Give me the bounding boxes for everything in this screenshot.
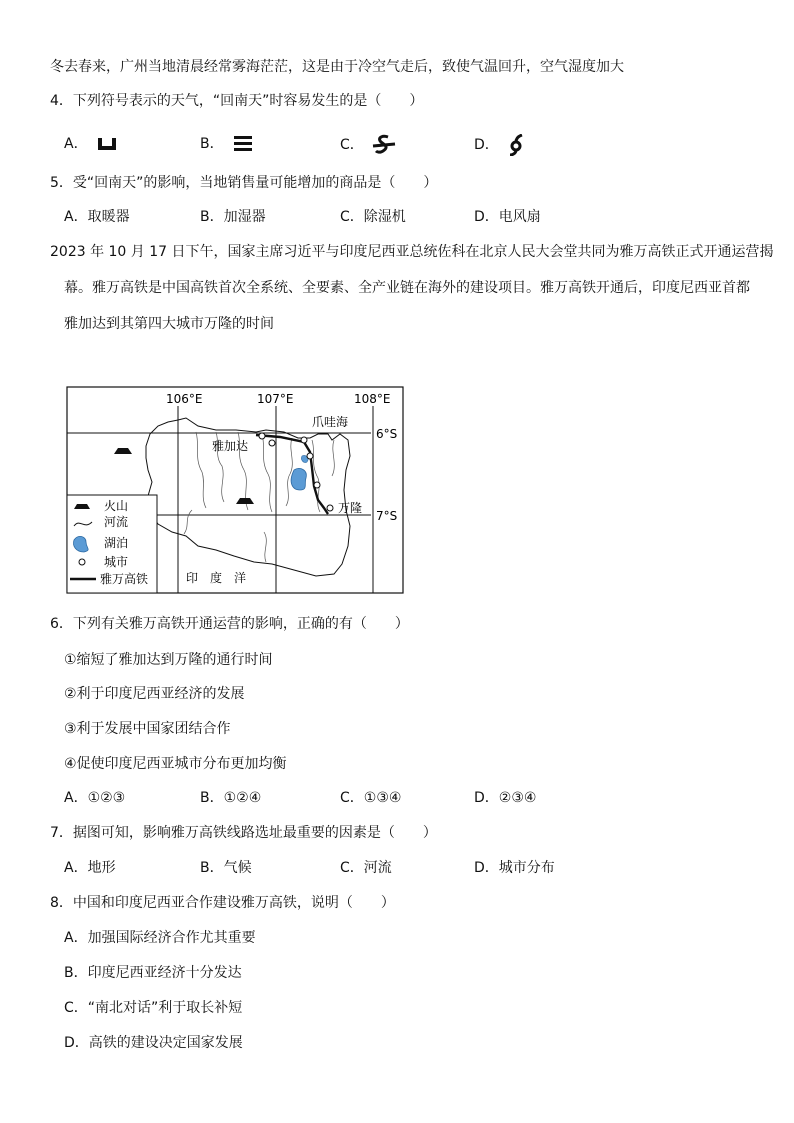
- q5-option-b[interactable]: B．加湿器: [200, 209, 266, 225]
- map-legend: [67, 495, 157, 593]
- city-jakarta-marker: [269, 440, 275, 446]
- passage-line-2: 幕。雅万高铁是中国高铁首次全系统、全要素、全产业链在海外的建设项目。雅万高铁开通后，印度尼西亚首都: [64, 280, 750, 296]
- haze-symbol-icon: [232, 134, 254, 154]
- city-marker: [301, 437, 307, 443]
- q7-option-c[interactable]: C．河流: [340, 860, 392, 876]
- city-marker: [259, 433, 265, 439]
- q7-option-d[interactable]: D．城市分布: [474, 860, 555, 876]
- q6-statement-4: ④促使印度尼西亚城市分布更加均衡: [64, 756, 287, 772]
- lon-label-107: 107°E: [257, 392, 294, 406]
- option-letter: B．: [200, 136, 224, 152]
- lat-label-7s: 7°S: [376, 509, 398, 523]
- passage-line-1: 2023 年 10 月 17 日下午，国家主席习近平与印度尼西亚总统佐科在北京人民大会堂共同为雅万高铁正式开通运营揭: [50, 244, 774, 260]
- q6-option-d[interactable]: D．②③④: [474, 790, 537, 806]
- lon-label-106: 106°E: [166, 392, 203, 406]
- typhoon-symbol-icon: [507, 134, 525, 156]
- q6-option-c[interactable]: C．①③④: [340, 790, 402, 806]
- label-java-sea: 爪哇海: [312, 415, 349, 429]
- city-marker: [314, 482, 320, 488]
- q5-option-c[interactable]: C．除湿机: [340, 209, 406, 225]
- intro-text: 冬去春来，广州当地清晨经常雾海茫茫，这是由于冷空气走后，致使气温回升，空气湿度加大: [50, 59, 624, 75]
- q6-statement-1: ①缩短了雅加达到万隆的通行时间: [64, 652, 273, 668]
- legend-railway-label: 雅万高铁: [100, 572, 149, 586]
- question-7-stem: 7．据图可知，影响雅万高铁线路选址最重要的因素是（ ）: [50, 825, 437, 841]
- legend-lake-label: 湖泊: [104, 536, 129, 550]
- option-letter: C．: [340, 137, 364, 153]
- question-4-stem: 4．下列符号表示的天气，“回南天”时容易发生的是（ ）: [50, 93, 424, 109]
- legend-city-label: 城市: [104, 555, 129, 569]
- q4-option-a[interactable]: [64, 134, 118, 154]
- question-8-stem: 8．中国和印度尼西亚合作建设雅万高铁，说明（ ）: [50, 895, 395, 911]
- q4-option-c[interactable]: [340, 134, 396, 156]
- q6-option-b[interactable]: B．①②④: [200, 790, 262, 806]
- q7-option-b[interactable]: B．气候: [200, 860, 252, 876]
- legend-volcano-label: 火山: [104, 499, 129, 513]
- city-marker: [307, 453, 313, 459]
- q5-option-d[interactable]: D．电风扇: [474, 209, 541, 225]
- question-6-stem: 6．下列有关雅万高铁开通运营的影响，正确的有（ ）: [50, 616, 409, 632]
- label-indian-ocean: 印 度 洋: [186, 571, 247, 585]
- option-letter: A．: [64, 136, 88, 152]
- jakarta-bandung-railway-map: [66, 386, 404, 594]
- lon-label-108: 108°E: [354, 392, 391, 406]
- lat-label-6s: 6°S: [376, 427, 398, 441]
- q4-option-d[interactable]: [474, 134, 525, 156]
- fog-symbol-icon: [96, 134, 118, 154]
- question-5-stem: 5．受“回南天”的影响，当地销售量可能增加的商品是（ ）: [50, 175, 438, 191]
- q8-option-b[interactable]: B．印度尼西亚经济十分发达: [64, 965, 242, 981]
- legend-city-icon: [79, 559, 85, 565]
- passage-line-3: 雅加达到其第四大城市万隆的时间: [64, 316, 274, 332]
- q5-option-a[interactable]: A．取暖器: [64, 209, 130, 225]
- q6-option-a[interactable]: A．①②③: [64, 790, 126, 806]
- lake-icon: [291, 468, 306, 490]
- q7-option-a[interactable]: A．地形: [64, 860, 116, 876]
- q8-option-a[interactable]: A．加强国际经济合作尤其重要: [64, 930, 256, 946]
- option-letter: D．: [474, 137, 499, 153]
- sandstorm-symbol-icon: [372, 134, 396, 156]
- q6-statement-2: ②利于印度尼西亚经济的发展: [64, 686, 245, 702]
- q8-option-c[interactable]: C．“南北对话”利于取长补短: [64, 1000, 243, 1016]
- q8-option-d[interactable]: D．高铁的建设决定国家发展: [64, 1035, 243, 1051]
- label-bandung: 万隆: [338, 501, 363, 515]
- legend-river-label: 河流: [104, 515, 129, 529]
- q6-statement-3: ③利于发展中国家团结合作: [64, 721, 231, 737]
- q4-option-b[interactable]: [200, 134, 254, 154]
- label-jakarta: 雅加达: [212, 439, 249, 453]
- city-bandung-marker: [327, 505, 333, 511]
